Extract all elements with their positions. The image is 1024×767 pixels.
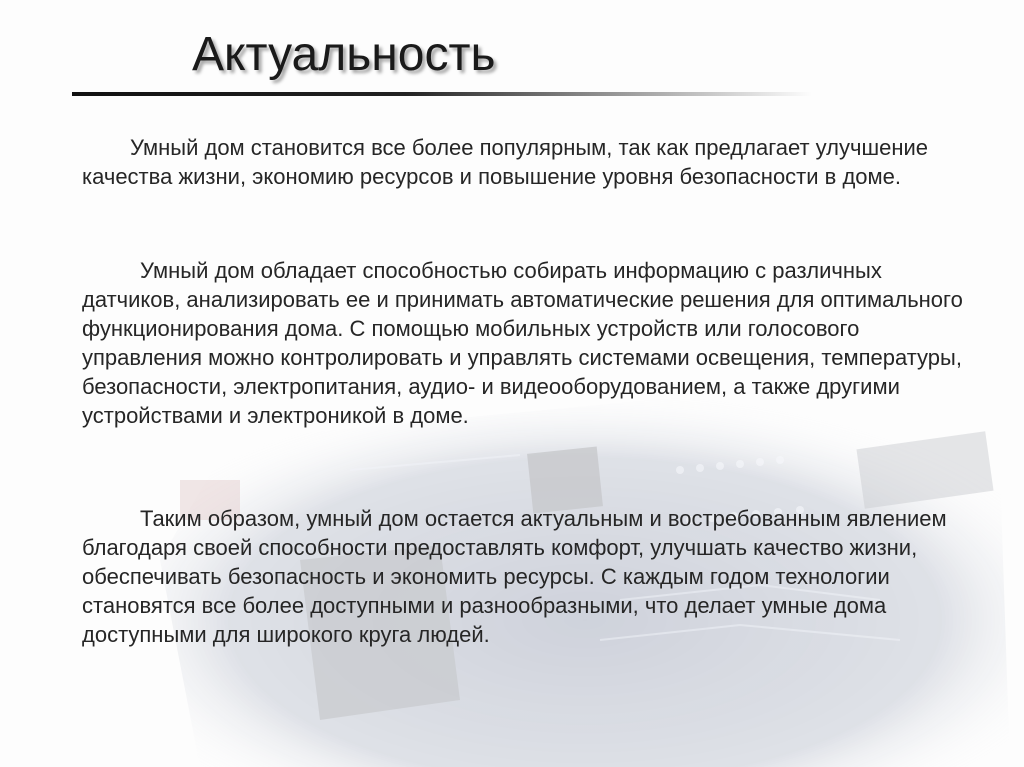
paragraph-capabilities: Умный дом обладает способностью собирать информацию с различных датчиков, анализировать ее и принимать автоматические решения для оптимального функционирования дома. С помощью мобильных устройств или голосового управления можно контролировать и управлять системами освещения, температуры, безопасности, электропитания, аудио- и видеооборудованием, а также другими устройствами и электроникой в доме. (82, 258, 963, 428)
slide-title: Актуальность (192, 28, 496, 81)
title-underline (72, 92, 812, 96)
paragraph-conclusion: Таким образом, умный дом остается актуальным и востребованным явлением благодаря своей способности предоставлять комфорт, улучшать качество жизни, обеспечивать безопасность и экономить ресурсы. С каждым годом технологии становятся все более доступными и разнообразными, что делает умные дома доступными для широкого круга людей. (82, 506, 947, 647)
paragraph-relevance-intro: Умный дом становится все более популярным, так как предлагает улучшение качества жизни, экономию ресурсов и повышение уровня безопасности в доме. (82, 135, 929, 189)
